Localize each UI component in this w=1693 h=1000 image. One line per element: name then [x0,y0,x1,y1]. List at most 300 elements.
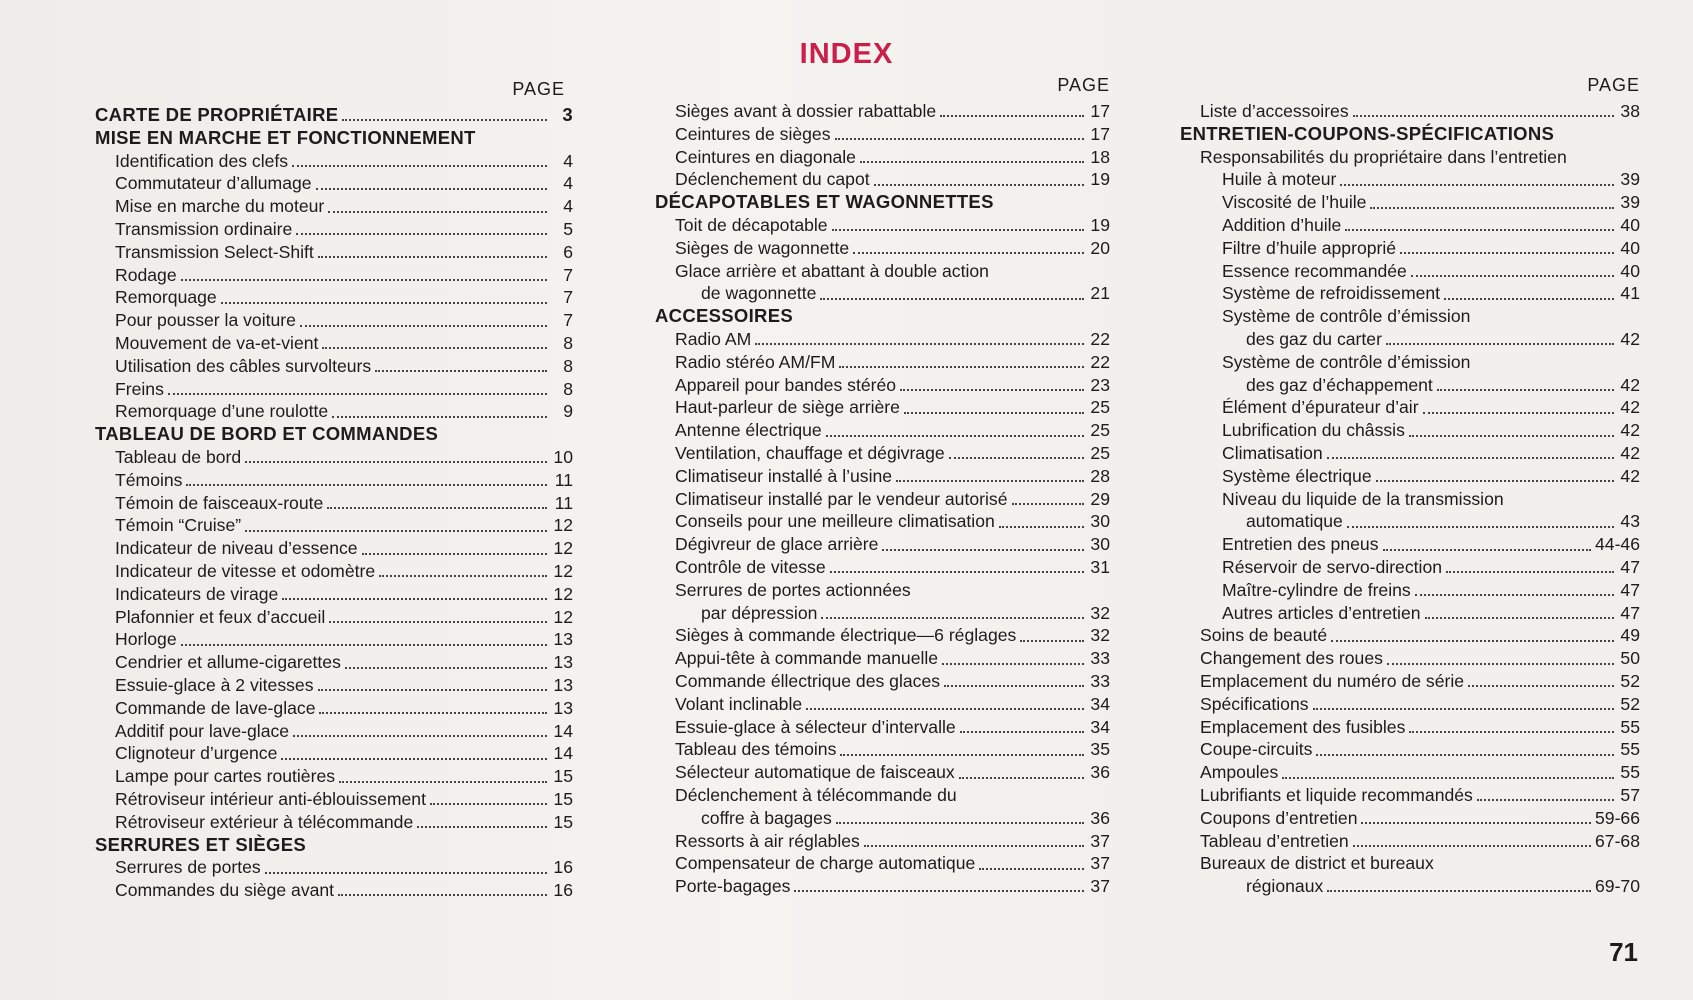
entry-page-number: 8 [563,332,573,353]
index-entry [655,852,1110,875]
entry-label: Tableau d’entretien [1200,830,1349,851]
entry-label: Identification des clefs [115,150,289,171]
entry-page-number: 10 [553,446,573,467]
index-entry [95,765,573,788]
dot-leader [181,644,547,646]
index-entry [655,351,1110,374]
index-entry [1180,602,1640,625]
index-entry [655,123,1110,146]
entry-label: Commutateur d’allumage [115,173,312,194]
index-entry [95,241,573,264]
entry-page-number: 42 [1620,328,1640,349]
index-entry [1180,693,1640,716]
entry-label: Climatiseur installé par le vendeur autorisé [675,488,1008,509]
index-entry [95,720,573,743]
page-column-header: PAGE [1057,75,1110,95]
entry-label: ACCESSOIRES [655,305,793,327]
index-column-2 [655,70,1110,898]
dot-leader [1020,640,1084,642]
dot-leader [1331,640,1614,642]
entry-label: Indicateur de niveau d’essence [115,538,358,559]
entry-label: CARTE DE PROPRIÉTAIRE [95,104,339,125]
dot-leader [1313,708,1614,710]
index-entry [95,856,573,879]
entry-page-number: 8 [563,355,573,376]
entry-page-number: 50 [1620,648,1640,669]
dot-leader [820,298,1084,300]
entry-page-number: 17 [1090,101,1110,121]
entry-label: SERRURES ET SIÈGES [95,833,307,855]
dot-leader [1423,412,1614,414]
dot-leader [839,366,1084,368]
entry-page-number: 12 [553,583,573,604]
index-entry [655,670,1110,693]
entry-page-number: 42 [1620,442,1640,463]
dot-leader [186,484,547,486]
entry-label: Ceintures de sièges [675,123,831,144]
index-section-heading [95,104,573,127]
entry-label: Sièges à commande électrique—6 réglages [675,625,1017,646]
entry-page-number: 7 [563,264,573,285]
entry-label: Déclenchement à télécommande du [675,784,957,805]
entry-page-number: 28 [1090,465,1110,486]
entry-page-number: 4 [563,173,573,194]
dot-leader [318,689,547,691]
index-entry [95,606,573,629]
entry-page-number: 25 [1090,442,1110,463]
dot-leader [882,549,1084,551]
dot-leader [329,621,547,623]
index-entry [95,400,573,423]
dot-leader [181,279,547,281]
entry-label: Additif pour lave-glace [115,720,290,741]
entry-page-number: 12 [553,606,573,627]
index-entry [1180,852,1640,875]
index-section-heading [95,834,573,857]
entry-page-number: 52 [1620,670,1640,691]
index-entry [655,328,1110,351]
entry-label: Contrôle de vitesse [675,556,826,577]
dot-leader [1345,229,1614,231]
dot-leader [292,165,547,167]
entry-label: Sièges avant à dossier rabattable [675,101,937,121]
entry-label: automatique [1246,511,1343,532]
dot-leader [168,393,547,395]
entry-label: Appareil pour bandes stéréo [675,374,897,395]
index-entry [1180,647,1640,670]
index-section-heading [655,191,1110,214]
entry-page-number: 42 [1620,420,1640,441]
dot-leader [835,138,1084,140]
entry-label: Entretien des pneus [1222,534,1379,555]
entry-page-number: 34 [1090,716,1110,737]
index-entry [95,742,573,765]
dot-leader [1444,298,1614,300]
index-entry [655,237,1110,260]
entry-page-number: 5 [563,218,573,239]
entry-page-number: 42 [1620,374,1640,395]
dot-leader [896,480,1084,482]
entry-label: Commande éllectrique des glaces [675,670,941,691]
entry-page-number: 15 [553,788,573,809]
entry-page-number: 39 [1620,169,1640,190]
dot-leader [940,115,1084,117]
dot-leader [362,553,547,555]
entry-label: de wagonnette [701,283,817,304]
entry-label: Emplacement du numéro de série [1200,670,1465,691]
entry-label: Autres articles d’entretien [1222,602,1421,623]
entry-page-number: 20 [1090,237,1110,258]
index-entry [1180,738,1640,761]
entry-label: Témoin “Cruise” [115,515,242,536]
dot-leader [821,617,1084,619]
entry-label: des gaz d’échappement [1246,374,1433,395]
entry-label: Viscosité de l’huile [1222,192,1367,213]
entry-page-number: 13 [553,674,573,695]
index-column-1 [95,70,573,902]
entry-page-number: 37 [1090,876,1110,897]
index-entry [1180,624,1640,647]
entry-page-number: 8 [563,378,573,399]
entry-page-number: 21 [1090,283,1110,304]
dot-leader [245,461,547,463]
index-entry [1180,282,1640,305]
index-entry [1180,442,1640,465]
entry-page-number: 41 [1620,283,1640,304]
index-entry [95,879,573,902]
entry-label: Lubrification du châssis [1222,420,1405,441]
index-section-heading [95,127,573,150]
entry-label: Sièges de wagonnette [675,237,850,258]
index-entry [655,556,1110,579]
entry-page-number: 16 [553,880,573,901]
entry-page-number: 19 [1090,214,1110,235]
index-entry [1180,716,1640,739]
entry-label: des gaz du carter [1246,328,1382,349]
index-section-heading [655,305,1110,328]
entry-label: Commandes du siège avant [115,880,335,901]
entry-page-number: 17 [1090,123,1110,144]
dot-leader [860,161,1084,163]
entry-label: Rétroviseur intérieur anti-éblouissement [115,788,426,809]
entry-label: Lampe pour cartes routières [115,766,336,787]
index-entry [655,716,1110,739]
index-entry [655,260,1110,283]
dot-leader [375,370,547,372]
index-entry [655,374,1110,397]
entry-page-number: 16 [553,857,573,878]
entry-page-number: 49 [1620,625,1640,646]
page-column-header: PAGE [512,79,565,99]
entry-label: Tableau des témoins [675,739,837,760]
index-section-heading [95,423,573,446]
index-entry [655,510,1110,533]
dot-leader [1361,822,1591,824]
entry-label: Plafonnier et feux d’accueil [115,606,326,627]
index-entry [95,172,573,195]
dot-leader [755,343,1084,345]
index-entry [1180,761,1640,784]
dot-leader [944,685,1084,687]
entry-page-number: 36 [1090,762,1110,783]
entry-label: Essuie-glace à sélecteur d’intervalle [675,716,956,737]
entry-page-number: 3 [562,104,573,125]
entry-page-number: 6 [563,241,573,262]
entry-label: Bureaux de district et bureaux [1200,853,1434,874]
entry-label: ENTRETIEN-COUPONS-SPÉCIFICATIONS [1180,122,1555,144]
entry-page-number: 69-70 [1595,876,1640,897]
dot-leader [794,890,1084,892]
entry-label: Ceintures en diagonale [675,146,856,167]
dot-leader [1340,184,1614,186]
dot-leader [300,325,547,327]
dot-leader [296,233,547,235]
index-entry [95,446,573,469]
entry-label: Système de refroidissement [1222,283,1441,304]
index-entry [95,697,573,720]
index-entry [1180,784,1640,807]
index-entry [655,419,1110,442]
entry-page-number: 7 [563,287,573,308]
entry-label: Spécifications [1200,693,1309,714]
entry-page-number: 14 [553,720,573,741]
dot-leader [1425,617,1614,619]
entry-page-number: 52 [1620,693,1640,714]
entry-label: Emplacement des fusibles [1200,716,1406,737]
entry-label: Antenne électrique [675,420,822,441]
entry-label: coffre à bagages [701,807,832,828]
entry-page-number: 12 [553,515,573,536]
index-entry [1180,579,1640,602]
dot-leader [339,781,547,783]
entry-label: Maître-cylindre de freins [1222,579,1411,600]
entry-label: Serrures de portes [115,857,261,878]
page-column-header: PAGE [1587,75,1640,95]
entry-label: Coupe-circuits [1200,739,1313,760]
dot-leader [379,575,547,577]
entry-page-number: 13 [553,697,573,718]
entry-page-number: 47 [1620,579,1640,600]
entry-label: Transmission ordinaire [115,218,293,239]
index-entry [95,788,573,811]
index-list-2 [655,100,1110,898]
index-entry [95,469,573,492]
index-entry [95,195,573,218]
entry-page-number: 44-46 [1595,534,1640,555]
dot-leader [999,526,1084,528]
entry-label: Addition d’huile [1222,214,1342,235]
entry-page-number: 40 [1620,260,1640,281]
index-section-heading [1180,123,1640,146]
entry-page-number: 31 [1090,556,1110,577]
entry-page-number: 37 [1090,853,1110,874]
dot-leader [345,667,547,669]
dot-leader [1353,845,1591,847]
entry-page-number: 12 [553,538,573,559]
entry-page-number: 39 [1620,192,1640,213]
dot-leader [1409,435,1614,437]
dot-leader [1327,457,1614,459]
dot-leader [1477,799,1614,801]
entry-label: DÉCAPOTABLES ET WAGONNETTES [655,191,994,213]
dot-leader [1387,663,1614,665]
entry-label: Ressorts à air réglables [675,830,860,851]
index-entry [95,651,573,674]
entry-page-number: 33 [1090,648,1110,669]
entry-page-number: 30 [1090,511,1110,532]
entry-page-number: 29 [1090,488,1110,509]
entry-label: Compensateur de charge automatique [675,853,976,874]
index-entry [95,537,573,560]
index-column-3 [1180,70,1640,898]
dot-leader [864,845,1084,847]
entry-label: Sélecteur automatique de faisceaux [675,762,955,783]
entry-label: Mise en marche du moteur [115,196,325,217]
entry-label: Serrures de portes actionnées [675,579,911,600]
dot-leader [1386,343,1614,345]
index-entry [655,624,1110,647]
entry-page-number: 25 [1090,397,1110,418]
entry-page-number: 55 [1620,762,1640,783]
index-entry [1180,419,1640,442]
page-title: INDEX [799,38,894,70]
dot-leader [322,347,547,349]
entry-label: Lubrifiants et liquide recommandés [1200,784,1473,805]
index-entry [655,602,1110,625]
entry-label: Horloge [115,629,177,650]
index-entry [655,784,1110,807]
dot-leader [1409,731,1614,733]
entry-page-number: 9 [563,401,573,422]
entry-label: Remorquage d’une roulotte [115,401,329,422]
dot-leader [942,663,1084,665]
dot-leader [1400,252,1614,254]
dot-leader [832,229,1084,231]
entry-label: Indicateur de vitesse et odomètre [115,560,376,581]
dot-leader [1327,890,1591,892]
entry-page-number: 47 [1620,602,1640,623]
dot-leader [840,754,1084,756]
dot-leader [281,758,547,760]
entry-page-number: 55 [1620,716,1640,737]
dot-leader [316,188,547,190]
dot-leader [979,868,1084,870]
entry-label: Freins [115,378,164,399]
index-entry [655,875,1110,898]
entry-page-number: 38 [1620,101,1640,121]
dot-leader [1347,526,1614,528]
index-entry [1180,556,1640,579]
index-entry [1180,510,1640,533]
index-entry [655,579,1110,602]
entry-label: Mouvement de va-et-vient [115,332,319,353]
index-entry [1180,100,1640,123]
dot-leader [959,777,1084,779]
index-entry [655,282,1110,305]
entry-page-number: 22 [1090,351,1110,372]
entry-label: Dégivreur de glace arrière [675,534,879,555]
entry-label: TABLEAU DE BORD ET COMMANDES [95,423,439,445]
index-entry [655,168,1110,191]
dot-leader [904,412,1084,414]
entry-label: Témoin de faisceaux-route [115,492,324,513]
entry-page-number: 42 [1620,465,1640,486]
index-entry [1180,533,1640,556]
entry-label: régionaux [1246,876,1324,897]
dot-leader [1012,503,1085,505]
index-entry [95,264,573,287]
index-entry [1180,396,1640,419]
entry-page-number: 32 [1090,625,1110,646]
entry-label: Responsabilités du propriétaire dans l’entretien [1200,146,1567,167]
entry-label: Commande de lave-glace [115,697,316,718]
entry-page-number: 13 [553,629,573,650]
entry-page-number: 59-66 [1595,807,1640,828]
index-entry [1180,168,1640,191]
entry-page-number: 14 [553,743,573,764]
entry-label: Clignoteur d’urgence [115,743,278,764]
entry-label: Élément d’épurateur d’air [1222,397,1419,418]
entry-page-number: 12 [553,560,573,581]
dot-leader [806,708,1084,710]
dot-leader [245,530,547,532]
entry-label: Réservoir de servo-direction [1222,556,1443,577]
entry-label: Indicateurs de virage [115,583,279,604]
entry-page-number: 11 [554,469,573,490]
dot-leader [265,872,547,874]
entry-page-number: 4 [563,196,573,217]
index-entry [95,378,573,401]
index-entry [95,218,573,241]
entry-label: Climatisation [1222,442,1323,463]
entry-page-number: 40 [1620,237,1640,258]
dot-leader [1383,549,1592,551]
entry-page-number: 47 [1620,556,1640,577]
index-entry [95,560,573,583]
entry-label: Toit de décapotable [675,214,828,235]
entry-page-number: 34 [1090,693,1110,714]
entry-label: Filtre d’huile approprié [1222,237,1397,258]
entry-page-number: 42 [1620,397,1640,418]
entry-label: Radio AM [675,328,752,349]
entry-label: Changement des roues [1200,648,1383,669]
entry-page-number: 19 [1090,169,1110,190]
entry-label: Huile à moteur [1222,169,1337,190]
entry-label: Liste d’accessoires [1200,101,1349,121]
entry-page-number: 55 [1620,739,1640,760]
entry-label: Climatiseur installé à l’usine [675,465,893,486]
entry-page-number: 13 [553,652,573,673]
entry-page-number: 40 [1620,214,1640,235]
dot-leader [1415,594,1614,596]
dot-leader [826,435,1084,437]
entry-label: Ampoules [1200,762,1279,783]
entry-page-number: 18 [1090,146,1110,167]
entry-label: Système de contrôle d’émission [1222,306,1471,327]
dot-leader [282,598,547,600]
entry-page-number: 7 [563,310,573,331]
index-entry [1180,214,1640,237]
entry-label: Tableau de bord [115,446,242,467]
dot-leader [1468,685,1614,687]
index-list-1 [95,104,573,902]
index-entry [1180,328,1640,351]
entry-label: Glace arrière et abattant à double action [675,260,989,281]
index-entry [1180,670,1640,693]
entry-label: Système électrique [1222,465,1372,486]
index-entry [655,214,1110,237]
index-entry [655,807,1110,830]
